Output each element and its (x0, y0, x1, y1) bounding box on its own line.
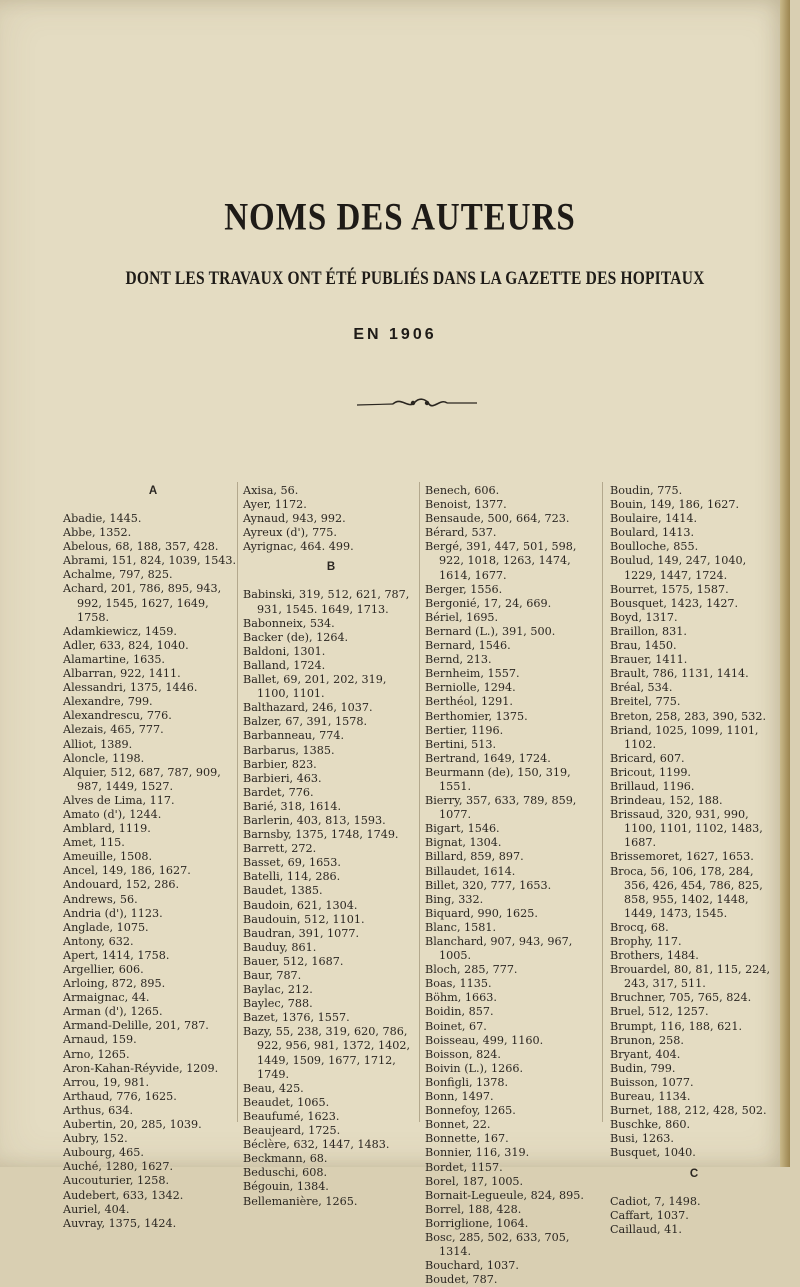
author-entry: Adamkiewicz, 1459. (63, 624, 177, 638)
author-entry: Bouchard, 1037. (425, 1259, 519, 1273)
author-entry: Andrews, 56. (63, 892, 138, 906)
author-entry: Borel, 187, 1005. (425, 1174, 524, 1188)
author-entry: Aubry, 152. (63, 1132, 128, 1146)
author-entry: Boisseau, 499, 1160. (425, 1033, 544, 1047)
author-entry: Bellemanière, 1265. (243, 1194, 358, 1208)
author-entry: Brindeau, 152, 188. (610, 794, 723, 808)
author-entry: Buisson, 1077. (610, 1075, 694, 1089)
author-entry: Budin, 799. (610, 1061, 676, 1075)
author-entry: Borriglione, 1064. (425, 1216, 529, 1230)
author-entry: Breitel, 775. (610, 695, 681, 709)
author-entry: Baldoni, 1301. (243, 644, 326, 658)
author-entry: Alexandre, 799. (63, 695, 153, 709)
author-entry: Bertier, 1196. (425, 723, 504, 737)
author-entry: Bierry, 357, 633, 789, 859, 1077. (425, 794, 577, 822)
author-entry: Boulud, 149, 247, 1040, 1229, 1447, 1724. (610, 554, 747, 582)
author-entry: Bergonié, 17, 24, 669. (425, 596, 552, 610)
author-entry: Boas, 1135. (425, 977, 492, 991)
author-entry: Brissaud, 320, 931, 990, 1100, 1101, 1102, 1483, 1687. (610, 808, 763, 850)
author-entry: Alamartine, 1635. (63, 652, 165, 666)
author-entry: Albarran, 922, 1411. (63, 667, 181, 681)
author-entry: Berthéol, 1291. (425, 695, 513, 709)
author-entry: Brophy, 117. (610, 935, 682, 948)
author-entry: Arnaud, 159. (63, 1033, 137, 1047)
author-entry: Bauduy, 861. (243, 940, 317, 954)
author-entry: Boisson, 824. (425, 1047, 501, 1061)
author-entry: Billet, 320, 777, 1653. (425, 878, 552, 892)
author-entry: Barlerin, 403, 813, 1593. (243, 813, 386, 827)
author-entry: Brauer, 1411. (610, 653, 688, 667)
author-entry: Bryant, 404. (610, 1047, 681, 1061)
author-entry: Beau, 425. (243, 1081, 304, 1095)
index-column-2 (243, 484, 419, 1209)
author-entry: Briand, 1025, 1099, 1101, 1102. (610, 723, 759, 751)
author-entry: Bonn, 1497. (425, 1090, 494, 1104)
section-letter: C (689, 1167, 699, 1180)
author-entry: Bérard, 537. (425, 526, 497, 540)
author-entry: Alves de Lima, 117. (63, 793, 175, 807)
author-entry: Arman (d'), 1265. (63, 1005, 163, 1019)
author-entry: Bourret, 1575, 1587. (610, 582, 729, 596)
author-entry: Bousquet, 1423, 1427. (610, 596, 739, 610)
author-entry: Auvray, 1375, 1424. (63, 1216, 177, 1230)
author-entry: Bordet, 1157. (425, 1160, 503, 1174)
author-entry: Ayreux (d'), 775. (243, 526, 337, 540)
author-entry: Boudin, 775. (610, 484, 683, 497)
author-entry: Busi, 1263. (610, 1132, 674, 1146)
index-column-4 (610, 484, 778, 1237)
author-entry: Boyd, 1317. (610, 610, 678, 624)
author-entry: Busquet, 1040. (610, 1146, 696, 1160)
page-title: NOMS DES AUTEURS (224, 196, 576, 240)
author-entry: Brocq, 68. (610, 920, 669, 934)
author-entry: Beaujeard, 1725. (243, 1124, 341, 1138)
author-entry: Alliot, 1389. (63, 737, 133, 751)
page-subtitle: DONT LES TRAVAUX ONT ÉTÉ PUBLIÉS DANS LA GAZETTE DES HOPITAUX (125, 267, 705, 289)
author-entry: Armand-Delille, 201, 787. (63, 1019, 209, 1033)
author-entry: Barnsby, 1375, 1748, 1749. (243, 828, 399, 842)
author-entry: Batelli, 114, 286. (243, 870, 341, 884)
author-entry: Bing, 332. (425, 892, 484, 906)
author-entry: Babonneix, 534. (243, 616, 335, 630)
author-entry: Abbe, 1352. (63, 526, 132, 540)
author-entry: Bernheim, 1557. (425, 667, 520, 681)
author-entry: Bigart, 1546. (425, 822, 500, 836)
author-entry: Cadiot, 7, 1498. (610, 1194, 701, 1208)
author-entry: Beurmann (de), 150, 319, 1551. (425, 765, 571, 793)
author-entry: Berthomier, 1375. (425, 709, 528, 723)
author-entry: Bernard (L.), 391, 500. (425, 624, 556, 638)
author-entry: Billaudet, 1614. (425, 864, 516, 878)
author-entry: Arthaud, 776, 1625. (63, 1089, 177, 1103)
author-entry: Baudoin, 621, 1304. (243, 898, 358, 912)
section-letter: A (148, 485, 158, 497)
author-entry: Brault, 786, 1131, 1414. (610, 667, 749, 681)
author-entry: Alezais, 465, 777. (63, 723, 164, 737)
author-entry: Braillon, 831. (610, 624, 687, 638)
author-entry: Abelous, 68, 188, 357, 428. (63, 540, 219, 554)
author-entry: Bergé, 391, 447, 501, 598, 922, 1018, 1263, 1474, 1614, 1677. (425, 540, 577, 582)
author-entry: Aron-Kahan-Réyvide, 1209. (63, 1061, 219, 1075)
author-entry: Berniolle, 1294. (425, 681, 516, 695)
author-entry: Benoist, 1377. (425, 498, 507, 512)
author-entry: Bloch, 285, 777. (425, 963, 518, 977)
author-entry: Bruchner, 705, 765, 824. (610, 991, 752, 1005)
author-entry: Anglade, 1075. (63, 920, 149, 934)
author-entry: Bauer, 512, 1687. (243, 954, 344, 968)
author-entry: Brau, 1450. (610, 639, 677, 653)
author-entry: Bazet, 1376, 1557. (243, 1011, 350, 1025)
author-entry: Apert, 1414, 1758. (63, 948, 170, 962)
author-entry: Ballet, 69, 201, 202, 319, 1100, 1101. (243, 673, 387, 701)
author-entry: Barié, 318, 1614. (243, 799, 342, 813)
author-entry: Bernd, 213. (425, 653, 492, 667)
author-entry: Böhm, 1663. (425, 991, 497, 1005)
author-entry: Barbarus, 1385. (243, 743, 335, 757)
author-entry: Ameuille, 1508. (63, 850, 153, 864)
author-entry: Boidin, 857. (425, 1005, 494, 1019)
author-entry: Brothers, 1484. (610, 949, 699, 963)
author-entry: Bornait-Legueule, 824, 895. (425, 1188, 584, 1202)
author-entry: Boulard, 1413. (610, 526, 695, 540)
author-entry: Bonnefoy, 1265. (425, 1104, 516, 1118)
author-entry: Baylec, 788. (243, 997, 313, 1011)
author-entry: Baudran, 391, 1077. (243, 926, 360, 940)
author-entry: Achard, 201, 786, 895, 943, 992, 1545, 1627, 1649, 1758. (63, 582, 222, 624)
author-entry: Aynaud, 943, 992. (243, 512, 346, 526)
author-entry: Brillaud, 1196. (610, 779, 695, 793)
author-entry: Amato (d'), 1244. (63, 807, 162, 821)
author-entry: Bertrand, 1649, 1724. (425, 751, 551, 765)
author-entry: Benech, 606. (425, 484, 500, 497)
author-entry: Bégouin, 1384. (243, 1180, 329, 1194)
author-entry: Béclère, 632, 1447, 1483. (243, 1138, 390, 1152)
author-entry: Bricout, 1199. (610, 765, 691, 779)
author-entry: Bertini, 513. (425, 737, 497, 751)
author-entry: Achalme, 797, 825. (63, 568, 173, 582)
author-entry: Baudet, 1385. (243, 884, 323, 898)
author-entry: Boulloche, 855. (610, 540, 699, 554)
author-entry: Amet, 115. (63, 836, 125, 850)
author-entry: Brissemoret, 1627, 1653. (610, 850, 754, 864)
author-entry: Aubourg, 465. (63, 1146, 144, 1160)
author-entry: Abrami, 151, 824, 1039, 1543. (63, 554, 237, 568)
author-entry: Bazy, 55, 238, 319, 620, 786, 922, 956, 981, 1372, 1402, 1449, 1509, 1677, 1712, 1749. (243, 1025, 411, 1081)
ornament-divider-icon (355, 394, 480, 414)
author-entry: Buschke, 860. (610, 1118, 691, 1132)
author-entry: Bosc, 285, 502, 633, 705, 1314. (425, 1230, 570, 1259)
author-entry: Bensaude, 500, 664, 723. (425, 512, 570, 526)
author-entry: Auché, 1280, 1627. (63, 1160, 174, 1174)
section-letter: B (326, 561, 336, 574)
author-entry: Antony, 632. (63, 934, 134, 948)
author-entry: Boivin (L.), 1266. (425, 1061, 524, 1075)
author-entry: Borrel, 188, 428. (425, 1202, 522, 1216)
author-entry: Ayer, 1172. (243, 498, 307, 512)
author-entry: Aubertin, 20, 285, 1039. (63, 1118, 202, 1132)
author-entry: Barbieri, 463. (243, 771, 322, 785)
index-column-1 (63, 484, 243, 1231)
author-entry: Bernard, 1546. (425, 639, 511, 653)
author-entry: Brumpt, 116, 188, 621. (610, 1019, 742, 1033)
author-entry: Abadie, 1445. (63, 512, 142, 525)
author-entry: Brunon, 258. (610, 1033, 684, 1047)
author-entry: Broca, 56, 106, 178, 284, 356, 426, 454, 786, 825, 858, 955, 1402, 1448, 1449, 1473, 1545. (610, 864, 763, 920)
author-entry: Bonnet, 22. (425, 1118, 491, 1132)
author-entry: Barrett, 272. (243, 842, 317, 856)
author-entry: Boudet, 787. (425, 1273, 498, 1287)
author-entry: Axisa, 56. (243, 484, 299, 497)
author-entry: Boulaire, 1414. (610, 512, 698, 526)
author-entry: Bruel, 512, 1257. (610, 1005, 709, 1019)
author-entry: Aucouturier, 1258. (63, 1174, 169, 1188)
column-rule (419, 482, 420, 1122)
author-entry: Bureau, 1134. (610, 1090, 691, 1104)
author-entry: Argellier, 606. (63, 963, 144, 976)
author-entry: Caffart, 1037. (610, 1208, 689, 1222)
author-entry: Backer (de), 1264. (243, 630, 349, 644)
author-entry: Audebert, 633, 1342. (63, 1188, 184, 1202)
author-entry: Bricard, 607. (610, 751, 685, 765)
author-entry: Beaudet, 1065. (243, 1095, 330, 1109)
author-entry: Bonnier, 116, 319. (425, 1146, 530, 1160)
author-entry: Bouin, 149, 186, 1627. (610, 498, 740, 512)
author-entry: Berger, 1556. (425, 582, 503, 596)
author-entry: Bréal, 534. (610, 681, 673, 695)
author-entry: Ayrignac, 464. 499. (243, 540, 354, 554)
author-entry: Billard, 859, 897. (425, 850, 524, 864)
author-entry: Bonfigli, 1378. (425, 1075, 509, 1089)
author-entry: Caillaud, 41. (610, 1222, 682, 1236)
author-entry: Beduschi, 608. (243, 1166, 328, 1180)
author-entry: Arloing, 872, 895. (63, 977, 166, 991)
author-entry: Balland, 1724. (243, 658, 326, 672)
author-entry: Basset, 69, 1653. (243, 856, 341, 870)
author-entry: Biquard, 990, 1625. (425, 906, 538, 920)
author-entry: Burnet, 188, 212, 428, 502. (610, 1104, 767, 1118)
author-entry: Andouard, 152, 286. (63, 878, 180, 892)
author-entry: Bériel, 1695. (425, 610, 499, 624)
author-entry: Alexandrescu, 776. (63, 709, 172, 723)
author-entry: Bonnette, 167. (425, 1132, 509, 1146)
author-entry: Barbanneau, 774. (243, 729, 344, 743)
author-entry: Blanc, 1581. (425, 920, 497, 934)
author-entry: Andria (d'), 1123. (63, 906, 163, 920)
author-entry: Aloncle, 1198. (63, 751, 145, 765)
author-entry: Beaufumé, 1623. (243, 1109, 340, 1123)
author-entry: Baylac, 212. (243, 983, 313, 997)
author-entry: Boinet, 67. (425, 1019, 487, 1033)
author-entry: Arrou, 19, 981. (63, 1075, 150, 1089)
author-entry: Arno, 1265. (63, 1047, 130, 1061)
author-entry: Babinski, 319, 512, 621, 787, 931, 1545. 1649, 1713. (243, 588, 410, 616)
author-entry: Brouardel, 80, 81, 115, 224, 243, 317, 511. (610, 963, 771, 991)
author-entry: Breton, 258, 283, 390, 532. (610, 709, 767, 723)
author-entry: Alessandri, 1375, 1446. (63, 681, 198, 695)
author-entry: Adler, 633, 824, 1040. (63, 638, 189, 652)
author-entry: Bignat, 1304. (425, 836, 502, 850)
author-entry: Balzer, 67, 391, 1578. (243, 715, 368, 729)
author-entry: Armaignac, 44. (63, 991, 150, 1005)
author-entry: Ancel, 149, 186, 1627. (63, 864, 191, 878)
author-entry: Balthazard, 246, 1037. (243, 701, 373, 715)
author-entry: Amblard, 1119. (63, 822, 151, 836)
page-edge (780, 0, 790, 1167)
author-entry: Alquier, 512, 687, 787, 909, 987, 1449, 1527. (63, 765, 221, 793)
year-heading: EN 1906 (353, 326, 437, 343)
author-entry: Baudouin, 512, 1101. (243, 912, 365, 926)
author-entry: Bardet, 776. (243, 785, 314, 799)
author-entry: Blanchard, 907, 943, 967, 1005. (425, 935, 573, 963)
author-entry: Auriel, 404. (63, 1202, 130, 1216)
author-entry: Beckmann, 68. (243, 1152, 328, 1166)
author-entry: Barbier, 823. (243, 757, 317, 771)
author-entry: Baur, 787. (243, 969, 302, 982)
author-entry: Arthus, 634. (63, 1103, 134, 1117)
